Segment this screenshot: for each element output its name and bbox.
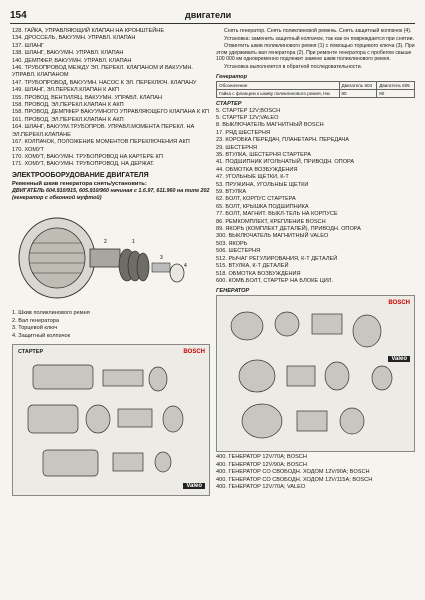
starter-drawing [13,345,209,493]
list-item: 400. ГЕНЕРАТОР СО СВОБОДН. ХОДОМ 12V/90A; BOSCH [216,469,370,476]
list-item: 5. СТАРТЕР 12V;VALEO [216,114,279,121]
list-item: 47. УГОЛЬНЫЕ ЩЕТКИ, К-Т [216,174,289,181]
list-item: 506. ШЕСТЕРНЯ [216,248,261,255]
table-cell: 80 [339,89,377,97]
section-title: ЭЛЕКТРООБОРУДОВАНИЕ ДВИГАТЕЛЯ [12,171,149,179]
list-item: 155. ПРОВОД, ВЕНТИЛЯЦ. ВАКУУМН. УПРАВЛ. КЛАПАН [12,94,162,101]
list-item: 400. ГЕНЕРАТОР 12V/90A; BOSCH [216,461,307,468]
list-item: 400. ГЕНЕРАТОР 12V/70A; VALEO [216,483,306,490]
list-item: 128. ГАЙКА, УПРАВЛЯЮЩИЙ КЛАПАН НА КРОНШТЕЙНЕ [12,28,165,34]
list-item: 171. ХОМУТ, ВАКУУМН. ТРУБОПРОВОД, НА ДЕРЖАТ. [12,161,155,168]
header-rule [10,23,415,24]
list-item: 137. ШЛАНГ [12,42,45,49]
list-item: 167. КОЛПАЧОК, ПОЛОЖЕНИЕ МОМЕНТОВ ПЕРЕКЛЮЧЕНИЯ АКП [12,139,190,146]
list-item: 62. БОЛТ, КОРПУС СТАРТЕРА [216,196,296,203]
list-item: 147. ТРУБОПРОВОД, ВАКУУМН. НАСОС К ЭЛ. ПЕРЕКЛЮЧ. КЛАПАНУ [12,79,197,86]
list-item: 65. БОЛТ, КРЫШКА ПОДШИПНИКА [216,203,309,210]
figure-legend [12,310,210,340]
list-item: 140. ДЕМПФЕР, ВАКУУМН. УПРАВЛ. КЛАПАН [12,57,132,64]
starter-figure-title: СТАРТЕР [18,348,44,355]
table-header-cell: Двигатель 605 [377,81,415,89]
starter-figure [12,344,210,496]
list-item: 23. КОРОБКА ПЕРЕДАЧ, ПЛАНЕТАРН. ПЕРЕДАЧА [216,137,349,144]
valeo-logo: Valeo [388,356,410,362]
list-item: 158. ПРОВОД, ДЕМПФЕР ВАКУУМНОГО УПРАВЛЯЮЩЕГО КЛАПАНА К КП [12,109,209,116]
list-item: 400. ГЕНЕРАТОР 12V/70A; BOSCH [216,454,307,461]
legend-item: 2. Вал генератора [12,317,60,324]
subsection-title: Ременный шкив генератора снять/установить: [12,180,147,187]
legend-item: 3. Торцевой ключ [12,325,58,332]
list-item: 512. РЫЧАГ РЕГУЛИРОВАНИЯ, К-Т ДЕТАЛЕЙ [216,255,338,262]
list-item: 44. ОБМОТКА ВОЗБУЖДЕНИЯ [216,166,298,173]
svg-text:3: 3 [160,255,163,262]
list-item: 8. ВЫКЛЮЧАТЕЛЬ МАГНИТНЫЙ BOSCH [216,122,324,129]
list-item: 518. ОБМОТКА ВОЗБУЖДЕНИЯ [216,270,301,277]
list-item: 53. ПРУЖИНА, УГОЛЬНЫЕ ЩЕТКИ [216,181,309,188]
paragraph: Установка: заменить защитный колпачок, так как он повреждается при снятии. [224,35,414,42]
generator-parts-list [216,454,415,491]
list-item: 77. БОЛТ, МАГНИТ. ВЫКЛ-ТЕЛЬ НА КОРПУСЕ [216,211,338,218]
generator-drawing [217,296,414,449]
parts-list-left [12,28,210,169]
list-item: 146. ТРУБОПРОВОД МЕЖДУ ЭЛ. ПЕРЕКЛ. КЛАПАНОМ И ВАКУУМН. УПРАВЛ. КЛАПАНОМ [12,65,193,79]
table-row [217,89,415,97]
svg-text:2: 2 [104,239,107,246]
list-item: 86. РЕМКОМПЛЕКТ, КРЕПЛЕНИЕ BOSCH [216,218,326,225]
list-item: 300. ВЫКЛЮЧАТЕЛЬ МАГНИТНЫЙ VALEO [216,233,329,240]
table-header-cell: Двигатель 604 [339,81,377,89]
list-item: 29. ШЕСТЕРНЯ [216,144,257,151]
running-title: двигатели [185,10,232,20]
table-header-cell: Обозначение [217,81,340,89]
paragraph: Отвинтить шкив поликлинового ремня (1) с помощью торцевого ключа (3). При этом удерживать вал генератора (2). При ремонте генератора с пробегом свыше 100 000 км одновременно подлежит замене шкив поликлинового ремня. [216,43,415,63]
list-item: 170. ХОМУТ, ВАКУУМН. ТРУБОПРОВОД НА КАРТЕРЕ КП [12,153,163,160]
list-item: 164. ШЛАНГ, ВАКУУМ.ТРУБОПРОВ. УПРАВЛ.МОМЕНТА ПЕРЕКЛ. НА ЭЛ.ПЕРЕКЛ.КЛАПАНЕ [12,124,195,138]
page-number: 154 [10,10,27,21]
list-item: 138. ШЛАНГ, ВАКУУМН. УПРАВЛ. КЛАПАН [12,50,124,57]
engine-note: ДВИГАТЕЛЬ 604.910/915, 605.910/960 начиная с 1.6.97, 611.960 на типе 202 (генератор с обгонной муфтой) [12,187,210,201]
valeo-logo: Valeo [183,483,205,489]
list-item: 59. ВТУЛКА [216,189,247,196]
svg-text:4: 4 [184,263,187,270]
starter-parts-list [216,108,415,286]
legend-item: 4. Защитный колпачок [12,332,71,339]
list-item: 600. КОМБ.БОЛТ, СТАРТЕР НА БЛОКЕ ЦИЛ. [216,277,334,284]
left-column [12,28,210,496]
instructions [216,28,415,71]
list-item: 170. ХОМУТ [12,146,44,153]
right-column [216,28,415,491]
list-item: 503. ЯКОРЬ [216,240,248,247]
table-cell: 80 [377,89,415,97]
list-item: 400. ГЕНЕРАТОР СО СВОБОДН. ХОДОМ 12V/115A; BOSCH [216,476,373,483]
paragraph: Установка выполняется в обратной последовательности. [224,63,363,70]
bosch-logo: BOSCH [388,300,410,307]
pulley-figure [12,203,210,308]
list-item: 149. ШЛАНГ, ЭЛ.ПЕРЕКЛ.КЛАПАН К АКП [12,87,119,94]
spec-table-title: Генератор [216,73,248,80]
legend-item: 1. Шкив поликлинового ремня [12,310,90,317]
starter-list-title: СТАРТЕР [216,100,242,107]
spec-table [216,81,415,98]
bosch-logo: BOSCH [183,348,205,355]
list-item: 134. ДРОССЕЛЬ, ВАКУУМН. УПРАВЛ. КЛАПАН [12,35,136,42]
list-item: 161. ПРОВОД, ЭЛ.ПЕРЕКЛ.КЛАПАН К АКП [12,116,124,123]
list-item: 35. ВТУЛКА, ШЕСТЕРНЯ СТАРТЕРА [216,152,311,158]
list-item: 5. СТАРТЕР 12V;BOSCH [216,107,281,114]
table-cell: Гайка с фланцем к шкиву поликлинового ремня, Нм [217,89,340,97]
alternator-drawing [12,203,210,308]
list-item: 89. ЯКОРЬ (КОМПЛЕКТ ДЕТАЛЕЙ), ПРИВОДН. ОПОРА [216,226,361,233]
paragraph: Снять генератор. Снять поликлиновой ремень. Снять защитный колпачок (4). [224,28,412,34]
generator-title: ГЕНЕРАТОР [216,288,250,295]
list-item: 515. ВТУЛКА, К-Т ДЕТАЛЕЙ [216,263,289,270]
list-item: 17. РЯД ШЕСТЕРНЯ [216,129,270,136]
generator-figure [216,295,415,452]
list-item: 158. ПРОВОД, ЭЛ.ПЕРЕКЛ.КЛАПАН К АКП [12,102,124,109]
svg-text:1: 1 [132,239,135,246]
list-item: 41. ПОДШИПНИК ИГОЛЬЧАТЫЙ, ПРИВОДН. ОПОРА [216,159,355,166]
